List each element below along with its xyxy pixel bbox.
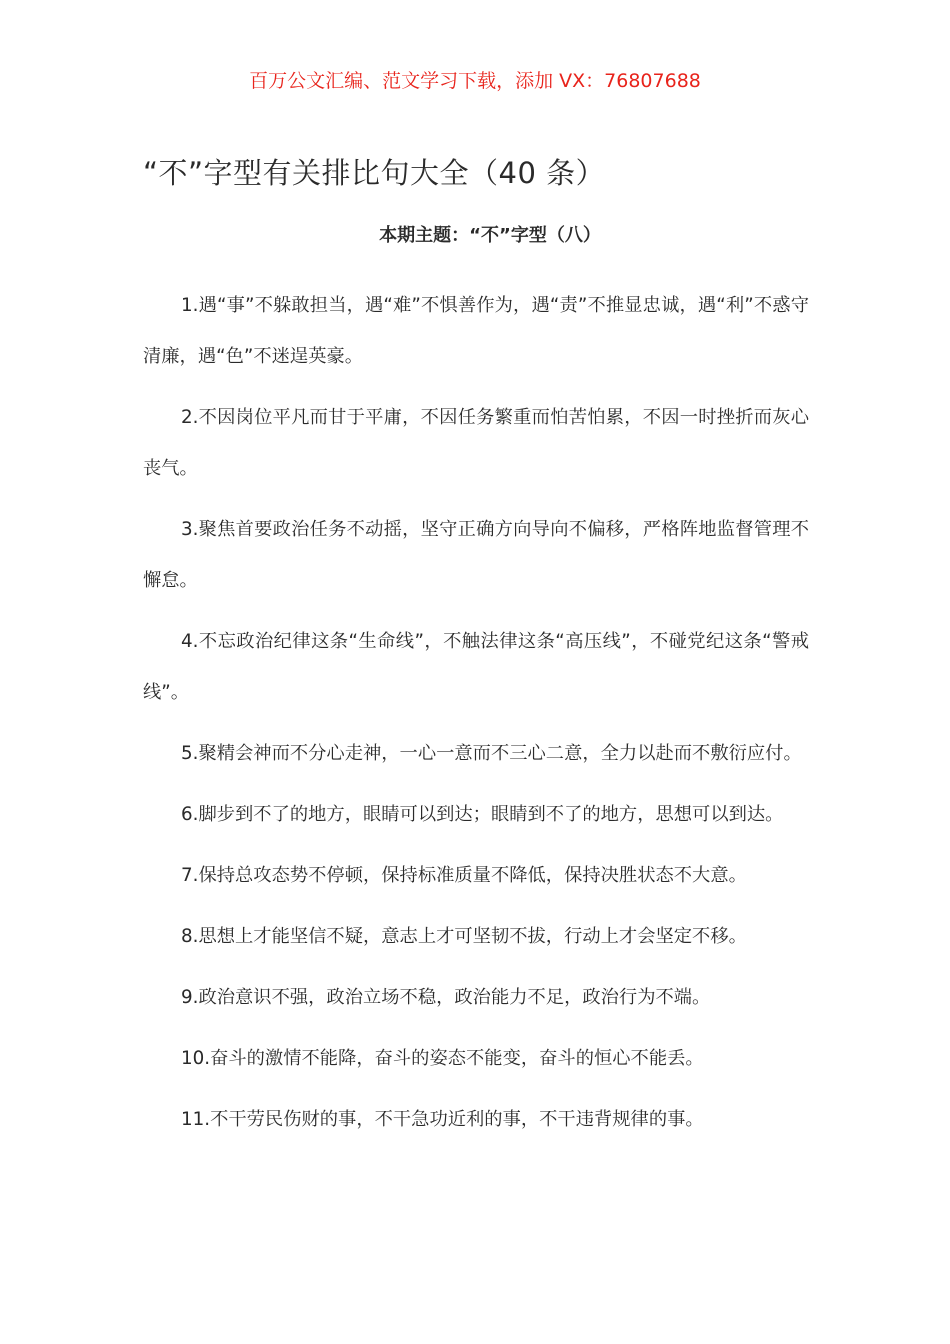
paragraph-11: 11.不干劳民伤财的事，不干急功近利的事，不干违背规律的事。 (181, 1109, 704, 1130)
paragraph-7: 7.保持总攻态势不停顿，保持标准质量不降低，保持决胜状态不大意。 (181, 865, 747, 886)
paragraph-3: 3.聚焦首要政治任务不动摇，坚守正确方向导向不偏移，严格阵地监督管理不懈怠。 (143, 519, 809, 591)
paragraph-4: 4.不忘政治纪律这条“生命线”，不触法律这条“高压线”，不碰党纪这条“警戒线”。 (143, 631, 809, 703)
paragraph-9: 9.政治意识不强，政治立场不稳，政治能力不足，政治行为不端。 (181, 987, 711, 1008)
paragraph-2: 2.不因岗位平凡而甘于平庸，不因任务繁重而怕苦怕累，不因一时挫折而灰心丧气。 (143, 407, 809, 479)
section-subtitle: 本期主题：“不”字型（八） (379, 225, 601, 246)
paragraph-6: 6.脚步到不了的地方，眼睛可以到达；眼睛到不了的地方，思想可以到达。 (181, 804, 784, 825)
paragraph-5: 5.聚精会神而不分心走神，一心一意而不三心二意，全力以赴而不敷衍应付。 (181, 743, 802, 764)
paragraph-1: 1.遇“事”不躲敢担当，遇“难”不惧善作为，遇“责”不推显忠诚，遇“利”不惑守清廉，遇“色”不迷逞英豪。 (143, 295, 809, 367)
page-title: “不”字型有关排比句大全（40 条） (143, 156, 606, 190)
document-body (143, 280, 809, 1155)
paragraph-8: 8.思想上才能坚信不疑，意志上才可坚韧不拔，行动上才会坚定不移。 (181, 926, 747, 947)
paragraph-10: 10.奋斗的激情不能降，奋斗的姿态不能变，奋斗的恒心不能丢。 (181, 1048, 704, 1069)
promo-banner: 百万公文汇编、范文学习下载，添加 VX：76807688 (249, 70, 701, 92)
